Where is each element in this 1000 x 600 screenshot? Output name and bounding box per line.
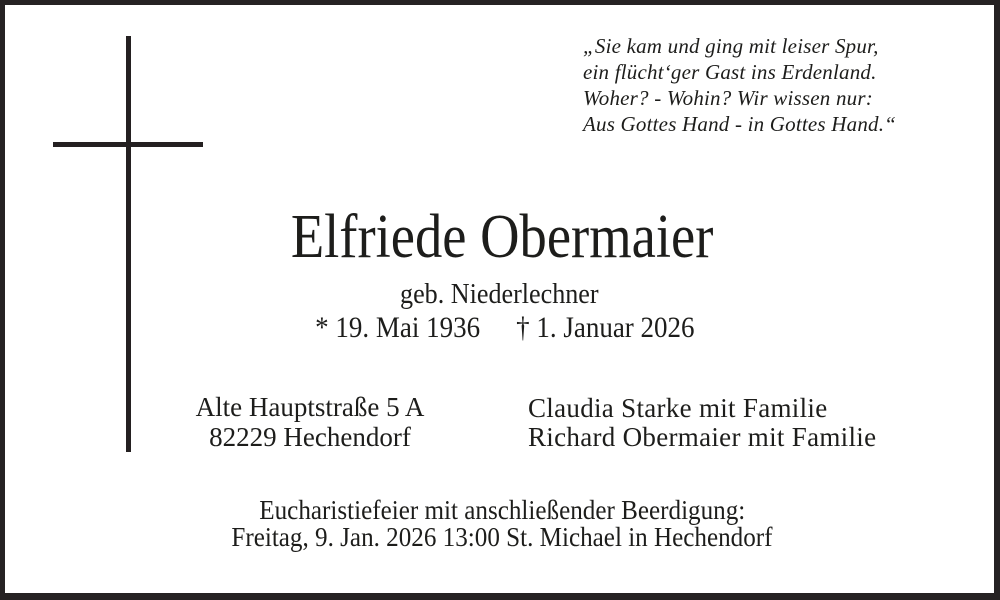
deceased-name-text: Elfriede Obermaier: [291, 203, 714, 271]
family-address: [150, 392, 470, 452]
death-date: † 1. Januar 2026: [516, 311, 695, 344]
mourner-2: Richard Obermaier mit Familie: [528, 422, 877, 452]
birth-date: * 19. Mai 1936: [315, 311, 481, 344]
verse-line-2: ein flücht‘ger Gast ins Erdenland.: [583, 60, 877, 84]
memorial-verse: [583, 33, 896, 137]
service-datetime-line: Freitag, 9. Jan. 2026 13:00 St. Michael in Hechendorf: [231, 522, 773, 552]
maiden-name-text: geb. Niederlechner: [400, 278, 599, 310]
life-dates: [16, 313, 994, 343]
deceased-name: [11, 202, 994, 272]
cross-horizontal-bar: [53, 142, 203, 147]
address-city: 82229 Hechendorf: [209, 422, 411, 452]
maiden-name: [5, 279, 994, 309]
notice-content: [5, 5, 994, 593]
address-street: Alte Hauptstraße 5 A: [195, 392, 425, 422]
verse-line-4: Aus Gottes Hand - in Gottes Hand.“: [583, 112, 897, 136]
funeral-service-info: [10, 497, 994, 551]
verse-line-3: Woher? - Wohin? Wir wissen nur:: [583, 86, 873, 110]
mourner-1: Claudia Starke mit Familie: [528, 393, 828, 423]
life-dates-text: [315, 313, 694, 343]
service-type-line: Eucharistiefeier mit anschließender Beerdigung:: [259, 495, 745, 525]
verse-line-1: „Sie kam und ging mit leiser Spur,: [583, 34, 879, 58]
mourners-list: [528, 394, 876, 452]
